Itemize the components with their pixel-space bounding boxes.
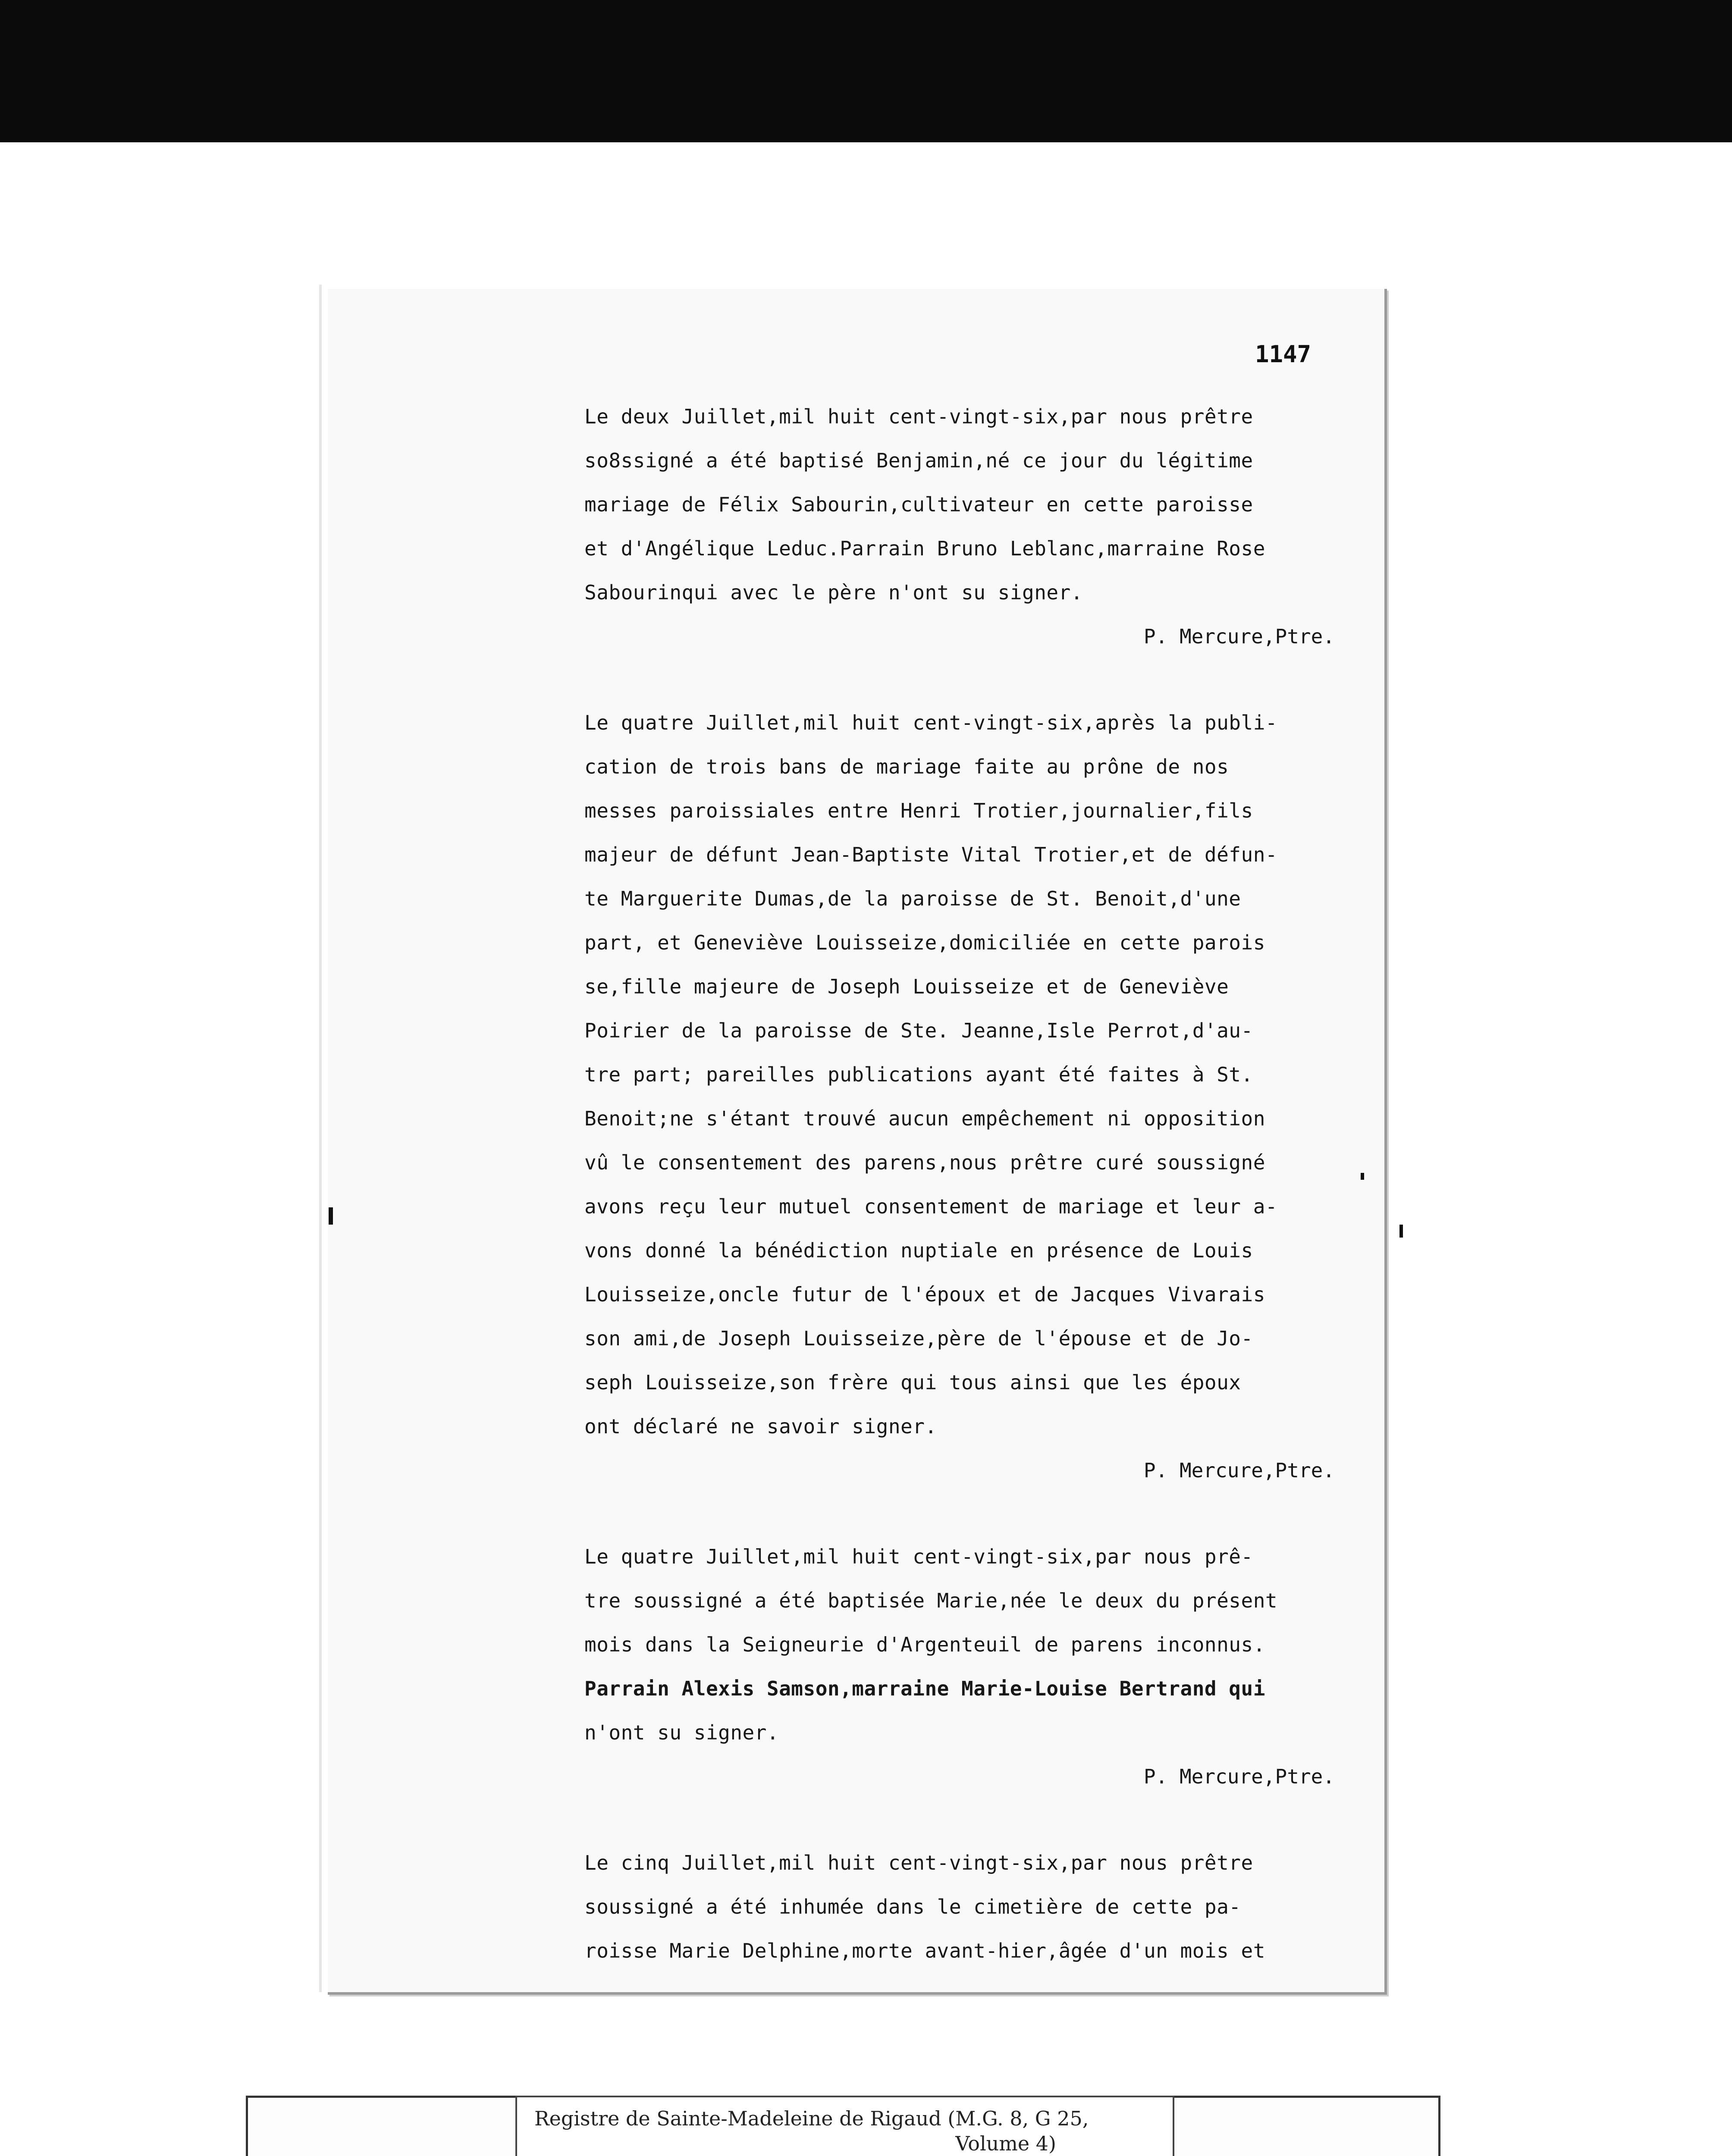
scan-speck bbox=[1361, 1173, 1364, 1180]
archive-card-label bbox=[515, 2096, 1174, 2156]
label-reference: Registre de Sainte-Madeleine de Rigaud (M.G. 8, G 25, bbox=[534, 2107, 1089, 2130]
entry-line: mois dans la Seigneurie d'Argenteuil de parens inconnus. bbox=[584, 1633, 1265, 1656]
entry-line: soussigné a été inhumée dans le cimetière de cette pa- bbox=[584, 1895, 1241, 1918]
entry-line: Poirier de la paroisse de Ste. Jeanne,Isle Perrot,d'au- bbox=[584, 1019, 1253, 1042]
entry-line: Sabourinqui avec le père n'ont su signer. bbox=[584, 581, 1083, 604]
entry-line: seph Louisseize,son frère qui tous ainsi que les époux bbox=[584, 1371, 1241, 1394]
entry-line: Le quatre Juillet,mil huit cent-vingt-six,par nous prê- bbox=[584, 1545, 1253, 1568]
entry-line: et d'Angélique Leduc.Parrain Bruno Leblanc,marraine Rose bbox=[584, 537, 1265, 560]
scan-top-border bbox=[0, 0, 1732, 142]
entry-line: n'ont su signer. bbox=[584, 1721, 779, 1744]
entry-line: majeur de défunt Jean-Baptiste Vital Trotier,et de défun- bbox=[584, 843, 1278, 866]
label-volume: Volume 4) bbox=[955, 2132, 1056, 2155]
entry-line: Le cinq Juillet,mil huit cent-vingt-six,par nous prêtre bbox=[584, 1851, 1253, 1874]
entry-line: mariage de Félix Sabourin,cultivateur en cette paroisse bbox=[584, 493, 1253, 516]
entry-line: Benoit;ne s'étant trouvé aucun empêchement ni opposition bbox=[584, 1107, 1265, 1130]
entry-line: Parrain Alexis Samson,marraine Marie-Louise Bertrand qui bbox=[584, 1677, 1265, 1700]
page-number: 1147 bbox=[1255, 341, 1312, 368]
register-entries bbox=[584, 395, 1361, 2015]
register-entry bbox=[584, 1841, 1361, 1973]
entry-line: so8ssigné a été baptisé Benjamin,né ce jour du légitime bbox=[584, 449, 1253, 472]
entry-line: Le quatre Juillet,mil huit cent-vingt-six,après la publi- bbox=[584, 711, 1278, 734]
entry-line: cation de trois bans de mariage faite au prône de nos bbox=[584, 755, 1229, 778]
entry-line: avons reçu leur mutuel consentement de mariage et leur a- bbox=[584, 1195, 1278, 1218]
scan-edge bbox=[319, 285, 322, 1992]
entry-line: vons donné la bénédiction nuptiale en présence de Louis bbox=[584, 1239, 1253, 1262]
entry-line: tre soussigné a été baptisée Marie,née le deux du présent bbox=[584, 1589, 1278, 1612]
priest-signature: P. Mercure,Ptre. bbox=[1143, 625, 1335, 648]
entry-line: te Marguerite Dumas,de la paroisse de St. Benoit,d'une bbox=[584, 887, 1241, 910]
entry-line: se,fille majeure de Joseph Louisseize et de Geneviève bbox=[584, 975, 1229, 998]
entry-line: messes paroissiales entre Henri Trotier,journalier,fils bbox=[584, 799, 1253, 822]
scan-speck bbox=[329, 1207, 333, 1225]
entry-line: Le deux Juillet,mil huit cent-vingt-six,par nous prêtre bbox=[584, 405, 1253, 428]
priest-signature: P. Mercure,Ptre. bbox=[1143, 1765, 1335, 1788]
register-entry bbox=[584, 395, 1361, 658]
scan-speck bbox=[1399, 1225, 1403, 1238]
entry-line: vû le consentement des parens,nous prêtre curé soussigné bbox=[584, 1151, 1265, 1174]
entry-line: roisse Marie Delphine,morte avant-hier,âgée d'un mois et bbox=[584, 1939, 1265, 1962]
entry-line: ont déclaré ne savoir signer. bbox=[584, 1415, 937, 1438]
entry-line: son ami,de Joseph Louisseize,père de l'épouse et de Jo- bbox=[584, 1327, 1253, 1350]
entry-line: part, et Geneviève Louisseize,domiciliée en cette parois bbox=[584, 931, 1265, 954]
entry-line: Louisseize,oncle futur de l'époux et de Jacques Vivarais bbox=[584, 1283, 1265, 1306]
priest-signature: P. Mercure,Ptre. bbox=[1143, 1459, 1335, 1482]
entry-line: tre part; pareilles publications ayant été faites à St. bbox=[584, 1063, 1253, 1086]
register-entry bbox=[584, 1535, 1361, 1799]
register-entry bbox=[584, 701, 1361, 1492]
